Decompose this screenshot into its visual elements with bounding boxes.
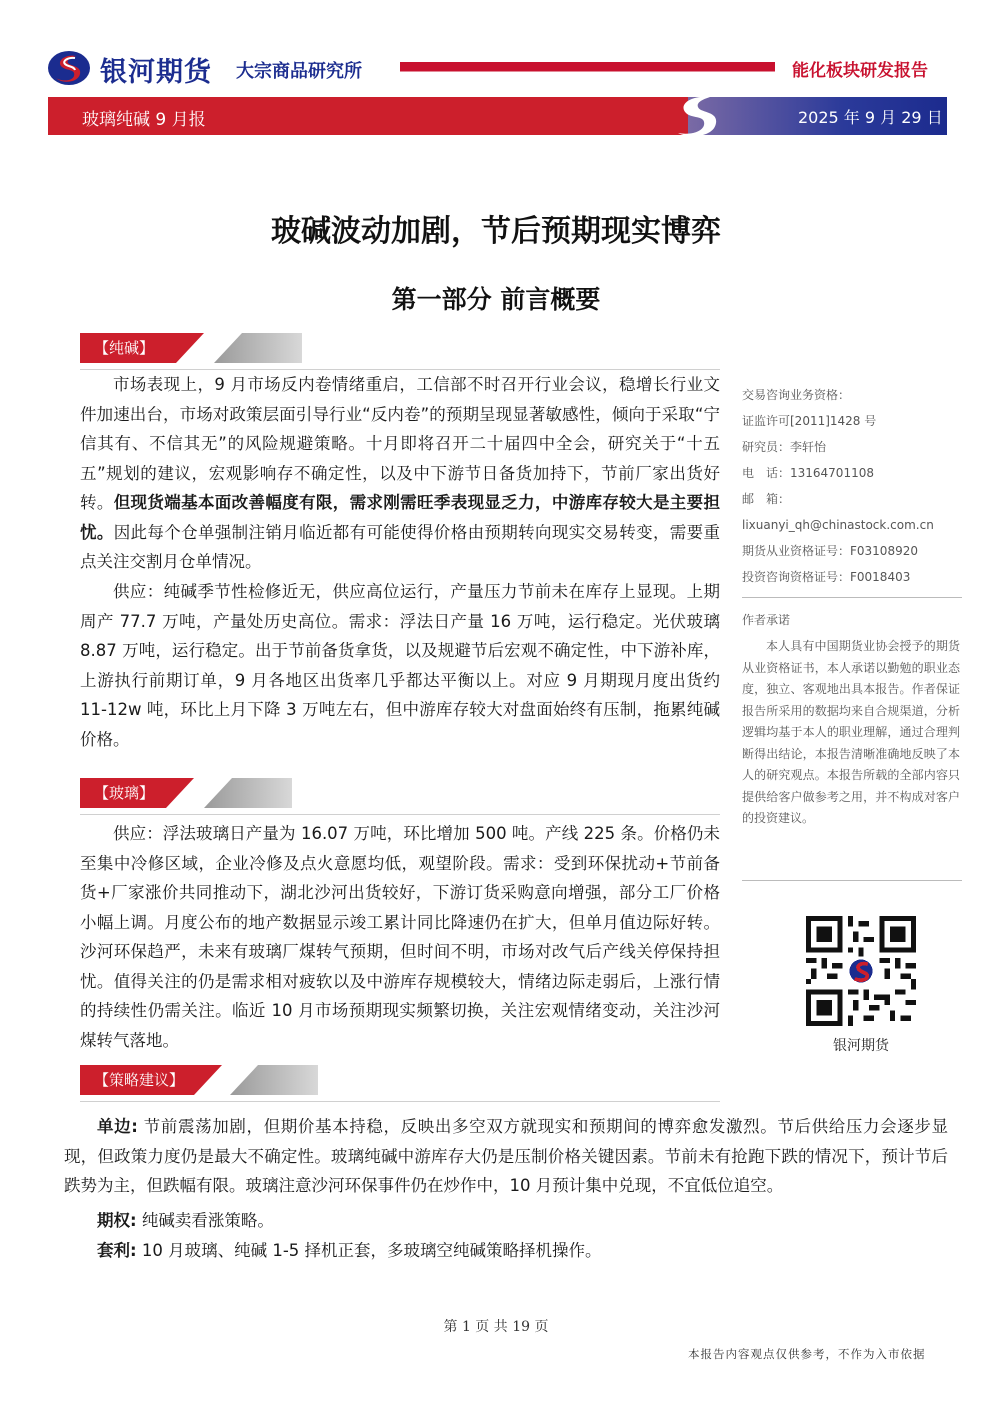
strategy-arbitrage-text: 10 月玻璃、纯碱 1-5 择机正套，多玻璃空纯碱策略择机操作。	[141, 1241, 602, 1260]
pledge-text: 本人具有中国期货业协会授予的期货从业资格证书，本人承诺以勤勉的职业态度，独立、客观地出具本报告。作者保证报告所采用的数据均来自合规渠道，分析逻辑均基于本人的职业理解，通过合理判断得出结论，本报告清晰准确地反映了本人的研究观点。本报告所载的全部内容只提供给客户做参考之用，并不构成对客户的投资建议。	[742, 639, 960, 825]
section-tag-label: 【策略建议】	[80, 1065, 194, 1095]
qualification-label: 交易咨询业务资格：	[742, 388, 851, 402]
strategy-single-paragraph	[64, 1112, 948, 1201]
page-number: 第 1 页 共 19 页	[443, 1319, 549, 1335]
soda-p1-bold: 但现货端基本面改善幅度有限，需求刚需旺季表现显乏力，中游库存较大是主要担忧。	[80, 493, 721, 542]
section-tag-glass	[80, 778, 720, 808]
section-tag-strategy	[80, 1065, 720, 1095]
page-title: 玻碱波动加剧，节后预期现实博弈	[271, 214, 721, 249]
analyst-info	[742, 385, 962, 588]
section-tag-decoration	[204, 778, 292, 808]
soda-supply-paragraph: 供应：纯碱季节性检修近无，供应高位运行，产量压力节前未在库存上显现。上期周产 77.7 万吨，产量处历史高位。需求：浮法日产量 16 万吨，运行稳定。光伏玻璃 8.87 万吨，运行稳定。出于节前备货拿货，以及规避节后宏观不确定性，中下游补库，上游执行前期订单，9 月各地区出货率几乎都达平衡以上。对应 9 月期现月度出货约 11-12w 吨，环比上月下降 3 万吨左右，但中游库存较大对盘面始终有压制，拖累纯碱价格。	[80, 582, 720, 749]
section-tag-label: 【纯碱】	[80, 333, 176, 363]
banner-swoosh-icon	[670, 97, 720, 135]
strategy-option-paragraph	[64, 1206, 948, 1236]
futures-certificate: 期货从业资格证号：F03108920	[742, 544, 918, 558]
qr-code-icon[interactable]	[806, 916, 916, 1026]
section-tag-decoration	[214, 333, 302, 363]
analyst-phone: 电 话：13164701108	[742, 466, 874, 480]
footer-disclaimer: 本报告内容观点仅供参考，不作为入市依据	[688, 1347, 926, 1361]
soda-p1-text-a: 市场表现上，9 月市场反内卷情绪重启，工信部不时召开行业会议，稳增长行业文件加速出台，市场对政策层面引导行业“反内卷”的预期呈现显著敏感性，倾向于采取“宁信其有、不信其无”的风险规避策略。十月即将召开二十届四中全会，研究关于“十五五”规划的建议，宏观影响存不确定性，以及中下游节日备货加持下，节前厂家出货好转。	[80, 375, 720, 512]
analyst-name: 研究员：李轩怡	[742, 440, 827, 454]
header-divider	[400, 62, 775, 71]
institute-name: 大宗商品研究所	[236, 61, 362, 82]
strategy-option-text: 纯碱卖看涨策略。	[141, 1211, 274, 1230]
report-date: 2025 年 9 月 29 日	[798, 108, 943, 127]
strategy-single-label: 单边:	[97, 1117, 138, 1136]
report-banner	[48, 97, 947, 135]
soda-market-paragraph	[80, 370, 720, 577]
section-tag-soda	[80, 333, 720, 363]
part-title: 第一部分 前言概要	[391, 285, 601, 314]
company-name: 银河期货	[100, 57, 212, 88]
section-tag-decoration	[230, 1065, 318, 1095]
company-logo-icon	[46, 48, 92, 88]
glass-paragraph: 供应：浮法玻璃日产量为 16.07 万吨，环比增加 500 吨。产线 225 条。价格仍未至集中冷修区域，企业冷修及点火意愿均低，观望阶段。需求：受到环保扰动+节前备货+厂家涨价共同推动下，湖北沙河出货较好，下游订货采购意向增强，部分工厂价格小幅上调。月度公布的地产数据显示竣工累计同比降速仍在扩大，但单月值边际好转。沙河环保趋严，未来有玻璃厂煤转气预期，但时间不明，市场对改气后产线关停保持担忧。值得关注的仍是需求相对疲软以及中游库存规模较大，情绪边际走弱后，上涨行情的持续性仍需关注。临近 10 月市场预期现实频繁切换，关注宏观情绪变动，关注沙河煤转气落地。	[80, 824, 720, 1050]
section-divider	[80, 814, 720, 815]
sidebar-divider	[742, 880, 962, 881]
investment-certificate: 投资咨询资格证号：F0018403	[742, 570, 911, 584]
strategy-arbitrage-label: 套利:	[97, 1241, 137, 1260]
email-label: 邮 箱：	[742, 492, 791, 506]
report-category: 能化板块研发报告	[792, 61, 928, 81]
report-name: 玻璃纯碱 9 月报	[82, 110, 206, 130]
strategy-arbitrage-paragraph	[64, 1236, 948, 1266]
sidebar-divider	[742, 597, 962, 598]
qualification-value: 证监许可[2011]1428 号	[742, 414, 877, 428]
section-tag-label: 【玻璃】	[80, 778, 166, 808]
strategy-option-label: 期权:	[97, 1211, 137, 1230]
section-divider	[80, 1101, 720, 1102]
strategy-single-text: 节前震荡加剧，但期价基本持稳，反映出多空双方就现实和预期间的博弈愈发激烈。节后供给压力会逐步显现，但政策力度仍是最大不确定性。玻璃纯碱中游库存大仍是压制价格关键因素。节前未有抢跑下跌的情况下，预计节后跌势为主，但跌幅有限。玻璃注意沙河环保事件仍在炒作中，10 月预计集中兑现，不宜低位追空。	[64, 1117, 948, 1195]
qr-code-label: 银河期货	[833, 1038, 889, 1054]
pledge-title: 作者承诺	[742, 613, 791, 627]
soda-p1-text-c: 因此每个仓单强制注销月临近都有可能使得价格由预期转向现实交易转变，需要重点关注交割月仓单情况。	[80, 522, 721, 571]
analyst-email[interactable]: lixuanyi_qh@chinastock.com.cn	[742, 518, 934, 532]
